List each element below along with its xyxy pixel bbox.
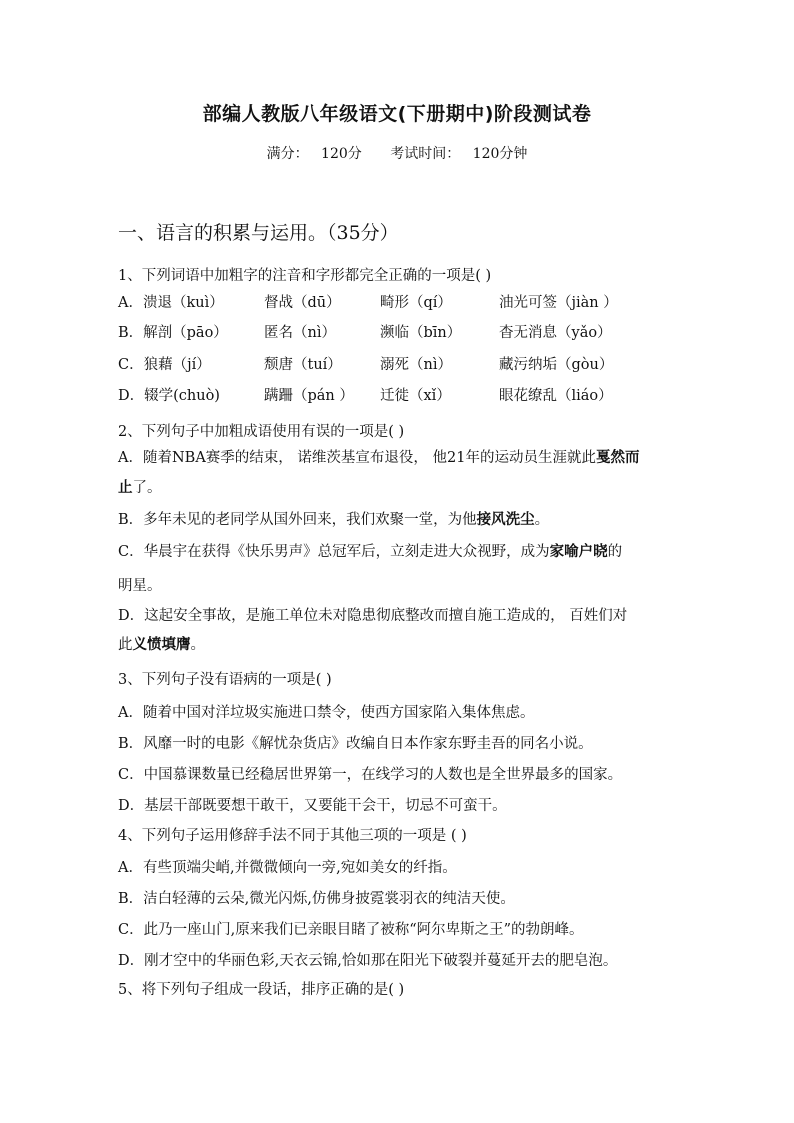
q5-stem: 5、将下列句子组成一段话，排序正确的是( ) — [118, 982, 405, 998]
q3-option-d: D．基层干部既要想干敢干，又要能干会干，切忌不可蛮干。 — [118, 798, 507, 814]
q1-b-2: 匿名（nì） — [264, 325, 336, 341]
q2-option-d-line2 — [118, 633, 205, 654]
q2-a-text-end: 了。 — [132, 480, 162, 496]
q4-stem: 4、下列句子运用修辞手法不同于其他三项的一项是 ( ) — [118, 828, 467, 844]
q1-a-4: 油光可签（jiàn ） — [499, 295, 618, 311]
q4-option-b: B．洁白轻薄的云朵,微光闪烁,仿佛身披霓裳羽衣的纯洁天使。 — [118, 891, 515, 907]
q1-stem: 1、下列词语中加粗字的注音和字形都完全正确的一项是( ) — [118, 268, 492, 284]
q4-option-d: D．刚才空中的华丽色彩,天衣云锦,恰如那在阳光下破裂并蔓延开去的肥皂泡。 — [118, 953, 618, 969]
q2-b-idiom: 接风洗尘 — [476, 511, 535, 528]
q1-c-2: 颓唐（tuí） — [264, 357, 342, 373]
q3-option-c: C．中国慕课数量已经稳居世界第一，在线学习的人数也是全世界最多的国家。 — [118, 767, 623, 783]
full-score-value: 120分 — [321, 146, 362, 162]
q2-c-end: 的 — [607, 544, 623, 560]
q2-option-a-line1 — [118, 446, 639, 467]
exam-meta — [0, 143, 794, 163]
q2-option-a-line2 — [118, 476, 162, 497]
q3-stem: 3、下列句子没有语病的一项是( ) — [118, 672, 332, 688]
q2-option-c-line2: 明星。 — [118, 578, 162, 594]
q2-c-idiom: 家喻户晓 — [549, 543, 608, 560]
q1-c-3: 溺死（nì） — [380, 357, 452, 373]
q4-option-a: A．有些顶端尖峭,并微微倾向一旁,宛如美女的纤指。 — [118, 860, 457, 876]
q2-stem: 2、下列句子中加粗成语使用有误的一项是( ) — [118, 424, 405, 440]
q1-c-1: C．狼藉（jí） — [118, 357, 211, 373]
q1-d-3: 迁徙（xǐ） — [380, 388, 451, 404]
q4-option-c: C．此乃一座山门,原来我们已亲眼目睹了被称“阿尔卑斯之王”的勃朗峰。 — [118, 922, 584, 938]
q2-b-end: 。 — [534, 512, 550, 528]
section-heading: 一、语言的积累与运用。（35分） — [118, 222, 399, 244]
q2-option-d-line1: D．这起安全事故，是施工单位未对隐患彻底整改而擅自施工造成的， 百姓们对 — [118, 608, 628, 624]
q2-a-idiom-part2: 止 — [118, 479, 133, 496]
q2-d-end: 。 — [190, 637, 205, 653]
q2-a-idiom-part1: 戛然而 — [595, 449, 640, 466]
full-score-label: 满分： — [266, 146, 309, 162]
q1-a-3: 畸形（qí） — [380, 295, 452, 311]
q1-a-2: 督战（dū） — [264, 295, 341, 311]
q1-b-4: 杳无消息（yǎo） — [499, 325, 612, 341]
q3-option-b: B．风靡一时的电影《解忧杂货店》改编自日本作家东野圭吾的同名小说。 — [118, 736, 593, 752]
q1-d-4: 眼花缭乱（liáo） — [499, 388, 613, 404]
q1-b-1: B．解剖（pāo） — [118, 325, 228, 341]
time-value: 120分钟 — [472, 146, 528, 162]
q2-a-text: A．随着NBA赛季的结束， 诺维茨基宣布退役， 他21年的运动员生涯就此 — [118, 450, 596, 466]
q1-d-2: 蹒跚（pán ） — [264, 388, 354, 404]
q1-a-1: A．溃退（kuì） — [118, 295, 224, 311]
time-label: 考试时间： — [390, 146, 461, 162]
q3-option-a: A．随着中国对洋垃圾实施进口禁令，使西方国家陷入集体焦虑。 — [118, 705, 535, 721]
q2-d-idiom: 义愤填膺 — [132, 636, 191, 653]
q1-b-3: 濒临（bīn） — [380, 325, 462, 341]
q2-option-c-line1 — [118, 540, 622, 561]
q1-c-4: 藏污纳垢（gòu） — [499, 357, 614, 373]
q2-b-text: B．多年未见的老同学从国外回来，我们欢聚一堂，为他 — [118, 512, 477, 528]
q2-option-b — [118, 508, 549, 529]
page-title: 部编人教版八年级语文(下册期中)阶段测试卷 — [202, 103, 592, 125]
q1-d-1: D．辍学(chuò) — [118, 388, 220, 404]
q2-c-text: C．华晨宇在获得《快乐男声》总冠军后，立刻走进大众视野，成为 — [118, 544, 550, 560]
q2-d-text: 此 — [118, 637, 133, 653]
